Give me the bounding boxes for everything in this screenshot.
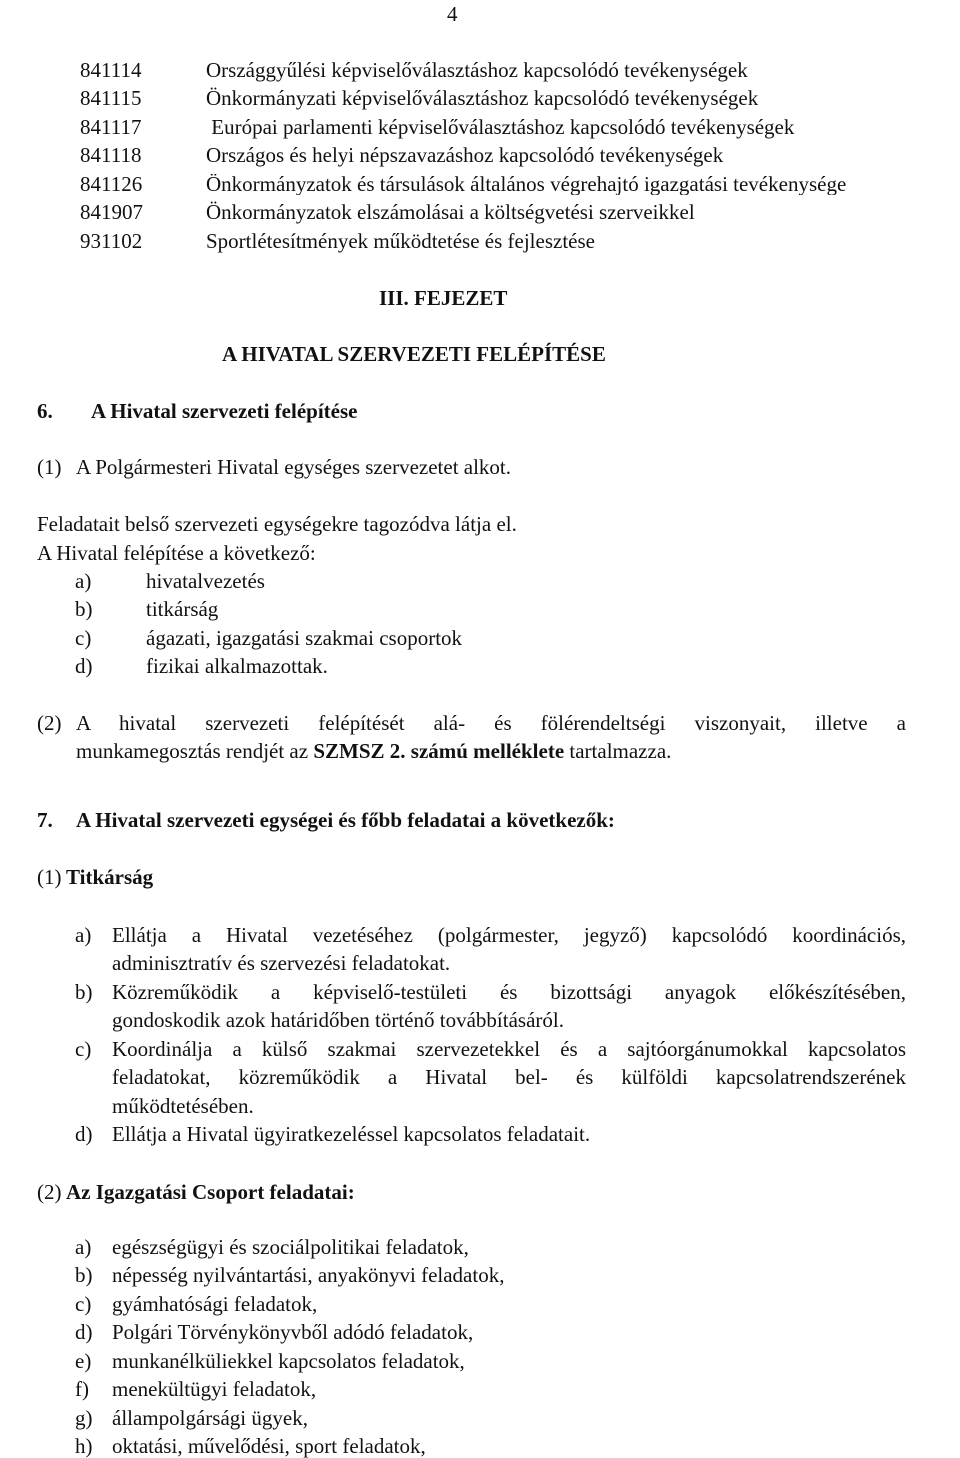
list-letter: b) (75, 980, 93, 1004)
list-letter: f) (75, 1377, 89, 1401)
list-item: Ellátja a Hivatal ügyiratkezeléssel kapcsolatos feladatait. (112, 1122, 591, 1146)
activity-text: Országgyűlési képviselőválasztáshoz kapcsolódó tevékenységek (206, 58, 748, 82)
list-item: adminisztratív és szervezési feladatokat. (112, 951, 451, 975)
list-item: gyámhatósági feladatok, (112, 1292, 318, 1316)
paragraph-text: A Hivatal felépítése a következő: (37, 541, 316, 565)
subsection-number: (2) (37, 1180, 62, 1204)
subsection-title: Titkárság (66, 865, 154, 889)
section-number: 6. (37, 399, 53, 423)
list-item: menekültügyi feladatok, (112, 1377, 317, 1401)
subsection-number: (1) (37, 865, 62, 889)
list-item: fizikai alkalmazottak. (146, 654, 328, 678)
list-letter: c) (75, 626, 92, 650)
list-letter: h) (75, 1434, 93, 1458)
subsection-title: Az Igazgatási Csoport feladatai: (66, 1180, 355, 1204)
activity-text: Önkormányzatok és társulások általános végrehajtó igazgatási tevékenysége (206, 174, 847, 195)
list-item: egészségügyi és szociálpolitikai feladatok, (112, 1235, 469, 1259)
activity-code: 841118 (80, 143, 142, 167)
paragraph-text: A hivatal szervezeti felépítését alá- és fölérendeltségi viszonyait, illetve a (76, 711, 906, 735)
list-item: állampolgársági ügyek, (112, 1406, 308, 1430)
activity-code: 841126 (80, 172, 143, 196)
list-item: működtetésében. (112, 1094, 254, 1118)
paragraph-number: (2) (37, 711, 62, 735)
list-letter: b) (75, 597, 93, 621)
activity-text: Országos és helyi népszavazáshoz kapcsolódó tevékenységek (206, 143, 724, 167)
activity-code: 841115 (80, 86, 142, 110)
list-item: népesség nyilvántartási, anyakönyvi feladatok, (112, 1263, 505, 1287)
activity-text: Sportlétesítmények működtetése és fejlesztése (206, 229, 595, 253)
list-item: feladatokat, közreműködik a Hivatal bel- és külföldi kapcsolatrendszerének (112, 1065, 906, 1089)
list-letter: g) (75, 1406, 93, 1430)
chapter-title: A HIVATAL SZERVEZETI FELÉPÍTÉSE (222, 342, 606, 366)
list-item: gondoskodik azok határidőben történő továbbításáról. (112, 1008, 564, 1032)
list-item: Koordinálja a külső szakmai szervezetekkel és a sajtóorgánumokkal kapcsolatos (112, 1037, 906, 1061)
paragraph-text: A Polgármesteri Hivatal egységes szervezetet alkot. (76, 455, 512, 479)
list-item: Polgári Törvénykönyvből adódó feladatok, (112, 1320, 474, 1344)
activity-code: 931102 (80, 229, 143, 253)
activity-text: Európai parlamenti képviselőválasztáshoz kapcsolódó tevékenységek (206, 115, 795, 139)
section-title: A Hivatal szervezeti felépítése (91, 399, 358, 423)
list-letter: a) (75, 923, 92, 947)
list-letter: d) (75, 1320, 93, 1344)
paragraph-text (76, 741, 671, 762)
list-item: oktatási, művelődési, sport feladatok, (112, 1434, 426, 1458)
activity-text: Önkormányzatok elszámolásai a költségvetési szerveikkel (206, 200, 695, 224)
activity-code: 841907 (80, 200, 143, 224)
list-letter: d) (75, 1122, 93, 1146)
list-item: munkanélküliekkel kapcsolatos feladatok, (112, 1349, 465, 1373)
chapter-number: III. FEJEZET (379, 286, 508, 310)
section-number: 7. (37, 808, 53, 832)
list-item: ágazati, igazgatási szakmai csoportok (146, 626, 463, 650)
paragraph-number: (1) (37, 455, 62, 479)
list-letter: e) (75, 1349, 92, 1373)
list-letter: a) (75, 569, 92, 593)
list-letter: a) (75, 1235, 92, 1259)
activity-code: 841117 (80, 115, 142, 139)
paragraph-text: Feladatait belső szervezeti egységekre tagozódva látja el. (37, 512, 517, 536)
page-number: 4 (447, 2, 458, 26)
list-letter: b) (75, 1263, 93, 1287)
paragraph-text-part: munkamegosztás rendjét az (76, 739, 314, 763)
activity-code: 841114 (80, 58, 142, 82)
list-letter: d) (75, 654, 93, 678)
list-letter: c) (75, 1292, 92, 1316)
list-item: Ellátja a Hivatal vezetéséhez (polgármester, jegyző) kapcsolódó koordinációs, (112, 923, 906, 947)
paragraph-text-part: tartalmazza. (564, 739, 672, 763)
list-item: Közreműködik a képviselő-testületi és bizottsági anyagok előkészítésében, (112, 980, 906, 1004)
activity-text: Önkormányzati képviselőválasztáshoz kapcsolódó tevékenységek (206, 86, 759, 110)
annex-reference: SZMSZ 2. számú melléklete (313, 739, 565, 763)
list-letter: c) (75, 1037, 92, 1061)
section-title: A Hivatal szervezeti egységei és főbb feladatai a következők: (76, 808, 615, 832)
list-item: titkárság (146, 597, 219, 621)
list-item: hivatalvezetés (146, 569, 265, 593)
